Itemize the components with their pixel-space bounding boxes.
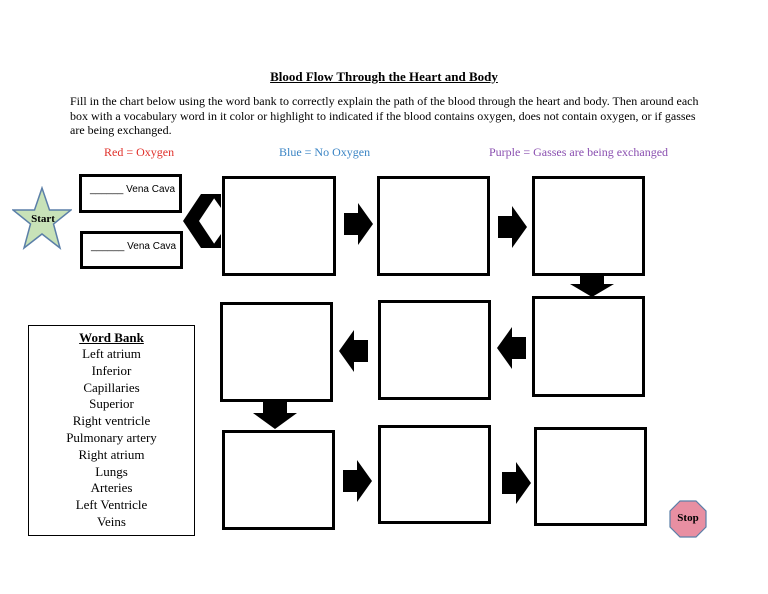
word-bank-item: Inferior [91, 362, 132, 378]
arrow-left-icon [339, 330, 368, 372]
arrow-down-icon [570, 274, 614, 297]
flow-box-3[interactable] [532, 176, 645, 276]
vena-cava-box-bottom[interactable] [80, 231, 183, 269]
stop-label: Stop [677, 512, 699, 524]
word-bank [28, 325, 195, 536]
flow-box-9[interactable] [534, 427, 647, 526]
word-bank-item: Superior [89, 396, 134, 412]
flow-box-8[interactable] [378, 425, 491, 524]
arrow-right-icon [344, 203, 373, 245]
flow-box-5[interactable] [378, 300, 491, 400]
legend-oxygen: Red = Oxygen [104, 145, 175, 159]
vena-cava-box-top[interactable] [79, 174, 182, 213]
instructions-text: Fill in the chart below using the word bank to correctly explain the path of the blood through the heart and body. Then around each box with a vocabulary word in it color or highlight to indicated if the blood contains oxygen, does not contain oxygen, or if gasses are being exchanged. [70, 94, 699, 137]
word-bank-list [29, 346, 194, 531]
arrow-left-icon [497, 327, 526, 369]
word-bank-item: Capillaries [83, 379, 140, 395]
legend-no-oxygen: Blue = No Oxygen [279, 145, 371, 159]
arrow-down-icon [253, 400, 297, 429]
start-label: Start [31, 213, 55, 225]
flow-box-1[interactable] [222, 176, 336, 276]
word-bank-item: Pulmonary artery [66, 429, 157, 445]
word-bank-item: Left atrium [82, 346, 141, 361]
arrow-right-icon [498, 206, 527, 248]
flow-box-2[interactable] [377, 176, 490, 276]
flow-box-6[interactable] [220, 302, 333, 402]
word-bank-item: Left Ventricle [75, 497, 148, 513]
word-bank-item: Right atrium [78, 446, 145, 462]
arrow-right-icon [502, 462, 531, 504]
flow-box-7[interactable] [222, 430, 335, 530]
vena-cava-label-top: ______ Vena Cava [90, 184, 176, 195]
word-bank-item: Right ventricle [72, 413, 151, 429]
legend-gas-exchange: Purple = Gasses are being exchanged [489, 145, 669, 159]
worksheet-title: Blood Flow Through the Heart and Body [270, 69, 498, 84]
word-bank-title: Word Bank [79, 330, 144, 345]
word-bank-item: Lungs [95, 463, 128, 479]
arrow-right-icon [343, 460, 372, 502]
flow-box-4[interactable] [532, 296, 645, 397]
word-bank-item: Veins [97, 513, 126, 529]
merge-chevron-icon [181, 194, 223, 252]
vena-cava-label-bottom: ______ Vena Cava [91, 241, 177, 252]
word-bank-item: Arteries [90, 480, 133, 496]
